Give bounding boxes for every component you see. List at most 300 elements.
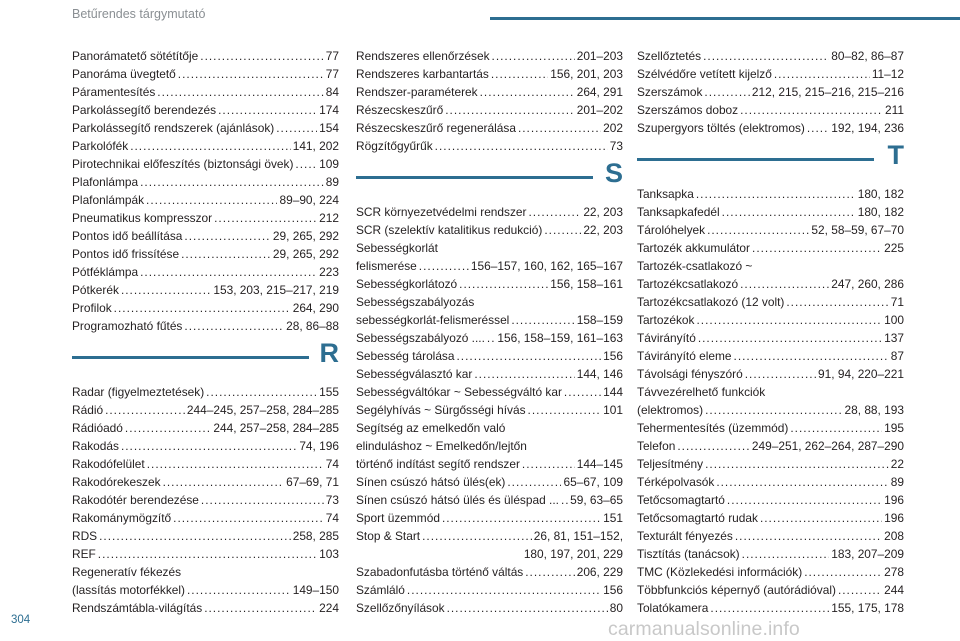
entry-pages: 28, 88, 193 [844, 403, 904, 417]
entry-pages: 77 [325, 49, 339, 63]
entry-row [637, 65, 904, 83]
dot-leader [442, 509, 601, 527]
index-column-1 [72, 47, 339, 617]
index-entry [356, 401, 623, 419]
dot-leader [419, 257, 469, 275]
entry-row [637, 275, 904, 293]
index-entry [72, 209, 339, 227]
entry-pages: 264, 291 [576, 85, 623, 99]
entry-text: Programozható fűtés [72, 319, 183, 333]
index-entry [356, 419, 623, 473]
index-entry [72, 509, 339, 527]
entry-pages: 211 [885, 103, 904, 117]
entry-pages: 67–69, 71 [286, 475, 339, 489]
entry-pages: 80–82, 86–87 [831, 49, 904, 63]
section-header [637, 137, 904, 185]
entry-pages: 158–159 [576, 313, 623, 327]
entry-text: Szupergyors töltés (elektromos) [637, 121, 805, 135]
dot-leader [99, 527, 291, 545]
dot-leader [200, 47, 324, 65]
index-entry [637, 293, 904, 311]
entry-row [356, 65, 623, 83]
entry-text: Sport üzemmód [356, 511, 440, 525]
dot-leader [214, 209, 317, 227]
entry-text: Szabadonfutásba történő váltás [356, 565, 524, 579]
entry-pages: 153, 203, 215–217, 219 [213, 283, 339, 297]
entry-text: Pirotechnikai előfeszítés (biztonsági övek) [72, 157, 294, 171]
dot-leader [140, 263, 317, 281]
dot-leader [786, 293, 888, 311]
index-entry [637, 437, 904, 455]
entry-row [637, 401, 904, 419]
dot-leader [173, 509, 324, 527]
index-entry [72, 137, 339, 155]
entry-row [637, 83, 904, 101]
index-entry [637, 563, 904, 581]
dot-leader [529, 203, 582, 221]
dot-leader [435, 137, 608, 155]
entry-row [72, 245, 339, 263]
dot-leader [184, 317, 284, 335]
index-entry [637, 47, 904, 65]
index-entry [72, 281, 339, 299]
entry-pages: 73 [609, 139, 623, 153]
entry-text: Tartozék akkumulátor [637, 241, 751, 255]
entry-row [72, 137, 339, 155]
dot-leader [727, 491, 882, 509]
index-entry [72, 227, 339, 245]
entry-row [356, 455, 623, 473]
index-entry [637, 101, 904, 119]
index-entry [637, 83, 904, 101]
index-entry [72, 83, 339, 101]
index-entry [356, 293, 623, 329]
dot-leader [697, 311, 883, 329]
entry-row [72, 83, 339, 101]
entry-pages: 100 [884, 313, 904, 327]
entry-pages: 137 [884, 331, 904, 345]
dot-leader [146, 191, 277, 209]
index-entry [637, 221, 904, 239]
dot-leader [130, 137, 291, 155]
entry-pages: 225 [884, 241, 904, 255]
dot-leader [492, 47, 575, 65]
entry-pages: 11–12 [871, 67, 904, 81]
entry-text: Számláló [356, 583, 405, 597]
entry-row [72, 299, 339, 317]
entry-text: Rakománymögzítő [72, 511, 172, 525]
entry-pages: 202 [603, 121, 623, 135]
index-entry [356, 221, 623, 239]
entry-pages: 206, 229 [576, 565, 623, 579]
dot-leader [740, 275, 829, 293]
entry-text: Pótkerék [72, 283, 119, 297]
entry-row [356, 365, 623, 383]
entry-pages: 195 [884, 421, 904, 435]
entry-text: Szélvédőre vetített kijelző [637, 67, 772, 81]
entry-pages: 192, 194, 236 [831, 121, 904, 135]
dot-leader [507, 473, 561, 491]
entry-row [637, 347, 904, 365]
index-entry [72, 119, 339, 137]
dot-leader [491, 65, 548, 83]
dot-leader [760, 509, 882, 527]
entry-pages: 65–67, 109 [563, 475, 623, 489]
index-entry [637, 329, 904, 347]
entry-row [72, 209, 339, 227]
entry-row [637, 239, 904, 257]
entry-row [72, 383, 339, 401]
entry-text: Plafonlámpák [72, 193, 145, 207]
entry-text: Stop & Start [356, 529, 421, 543]
entry-row [72, 47, 339, 65]
dot-leader [677, 437, 750, 455]
entry-text: Távirányító [637, 331, 696, 345]
dot-leader [807, 119, 829, 137]
entry-row [356, 383, 623, 401]
index-entry [72, 563, 339, 599]
entry-pages: 156, 201, 203 [550, 67, 623, 81]
entry-pages: 87 [890, 349, 904, 363]
entry-row [637, 221, 904, 239]
entry-pages: 201–203 [576, 49, 623, 63]
entry-pages: 149–150 [292, 583, 339, 597]
entry-text: Szellőztetés [637, 49, 702, 63]
entry-row [637, 599, 904, 617]
entry-pages: 103 [319, 547, 339, 561]
dot-leader [707, 221, 809, 239]
entry-text: Panoráma üvegtető [72, 67, 176, 81]
entry-pages: 155 [319, 385, 339, 399]
index-column-3 [637, 47, 904, 617]
index-entry [72, 245, 339, 263]
entry-pages: 71 [890, 295, 904, 309]
entry-row [356, 221, 623, 239]
dot-leader [722, 203, 856, 221]
dot-leader [705, 401, 842, 419]
index-entry [72, 383, 339, 401]
entry-text: Radar (figyelmeztetések) [72, 385, 205, 399]
dot-leader [838, 581, 882, 599]
entry-row [637, 509, 904, 527]
entry-text: Rendszeres ellenőrzések [356, 49, 490, 63]
entry-text: Tanksapkafedél [637, 205, 720, 219]
section-header [72, 335, 339, 383]
index-entry [637, 203, 904, 221]
index-entry [72, 473, 339, 491]
entry-row [356, 257, 623, 275]
watermark: carmanualsonline.info [608, 618, 800, 640]
entry-pages: 196 [884, 511, 904, 525]
entry-row [356, 119, 623, 137]
dot-leader [804, 563, 882, 581]
entry-heading: Sebességkorlát [356, 241, 438, 255]
entry-heading: Segítség az emelkedőn való [356, 421, 506, 435]
index-entry [72, 437, 339, 455]
entry-heading: Távvezérelhető funkciók [637, 385, 766, 399]
dot-leader [295, 155, 317, 173]
entry-row [72, 545, 339, 563]
entry-row [356, 275, 623, 293]
dot-leader [487, 329, 495, 347]
entry-pages: 156, 158–161 [550, 277, 623, 291]
dot-leader [459, 275, 548, 293]
index-entry [356, 83, 623, 101]
entry-pages: 264, 290 [292, 301, 339, 315]
entry-pages: 74 [325, 511, 339, 525]
entry-pages: 91, 94, 220–221 [818, 367, 904, 381]
entry-text: Tanksapka [637, 187, 694, 201]
entry-text: Profilok [72, 301, 112, 315]
index-entry [637, 365, 904, 383]
dot-leader [710, 599, 829, 617]
index-column-2 [356, 47, 623, 617]
index-entry [637, 119, 904, 137]
dot-leader [114, 299, 291, 317]
entry-pages: 244–245, 257–258, 284–285 [186, 403, 339, 417]
entry-row [72, 317, 339, 335]
index-entry [356, 101, 623, 119]
entry-pages: 101 [603, 403, 623, 417]
entry-text: Páramentesítés [72, 85, 156, 99]
entry-pages: 89 [890, 475, 904, 489]
index-entry [356, 329, 623, 347]
section-header [356, 155, 623, 203]
index-entry [637, 545, 904, 563]
entry-row [637, 329, 904, 347]
entry-text: Pneumatikus kompresszor [72, 211, 213, 225]
entry-text: Plafonlámpa [72, 175, 139, 189]
entry-pages: 156 [603, 349, 623, 363]
entry-row [637, 119, 904, 137]
index-entry [637, 491, 904, 509]
entry-text: Rakodótér berendezése [72, 493, 199, 507]
index-entry [72, 317, 339, 335]
entry-text: Többfunkciós képernyő (autórádióval) [637, 583, 836, 597]
entry-text: Sebességkorlátozó [356, 277, 458, 291]
entry-row [637, 581, 904, 599]
entry-row [72, 581, 339, 599]
entry-row [356, 101, 623, 119]
entry-row [356, 581, 623, 599]
dot-leader [121, 281, 211, 299]
section-rule [356, 176, 593, 179]
entry-text: Rendszeres karbantartás [356, 67, 489, 81]
dot-leader [544, 221, 581, 239]
entry-row [72, 191, 339, 209]
index-entry [72, 545, 339, 563]
dot-leader [218, 101, 317, 119]
entry-text: történő indítást segítő rendszer [356, 457, 520, 471]
entry-pages: 223 [319, 265, 339, 279]
entry-pages: 26, 81, 151–152, [533, 529, 623, 543]
dot-leader [752, 239, 882, 257]
dot-leader [181, 245, 271, 263]
entry-pages: 74, 196 [299, 439, 339, 453]
dot-leader [528, 401, 602, 419]
entry-pages: 174 [319, 103, 339, 117]
entry-text: Szerszámos doboz [637, 103, 739, 117]
entry-row [72, 173, 339, 191]
entry-text: felismerése [356, 259, 417, 273]
entry-pages: 84 [325, 85, 339, 99]
entry-row [356, 509, 623, 527]
entry-pages: 151 [603, 511, 623, 525]
index-entry [72, 527, 339, 545]
dot-leader [716, 473, 888, 491]
entry-row [72, 419, 339, 437]
entry-row [356, 563, 623, 581]
entry-row [72, 599, 339, 617]
index-entry [356, 509, 623, 527]
entry-text: Rakodórekeszek [72, 475, 161, 489]
dot-leader [125, 419, 211, 437]
entry-row [637, 437, 904, 455]
entry-row [72, 437, 339, 455]
index-entry [356, 473, 623, 491]
entry-text: Panorámatető sötétítője [72, 49, 199, 63]
dot-leader [206, 383, 317, 401]
entry-pages: 183, 207–209 [831, 547, 904, 561]
entry-pages: 244 [884, 583, 904, 597]
dot-leader [742, 545, 830, 563]
index-entry [72, 65, 339, 83]
entry-text: Telefon [637, 439, 676, 453]
entry-text: Távolsági fényszóró [637, 367, 743, 381]
entry-pages: 109 [319, 157, 339, 171]
index-entry [356, 119, 623, 137]
entry-text: Szellőzőnyílások [356, 601, 445, 615]
entry-row [356, 137, 623, 155]
dot-leader [740, 101, 883, 119]
index-entry [356, 491, 623, 509]
entry-text: Részecskeszűrő regenerálása [356, 121, 516, 135]
entry-row [72, 401, 339, 419]
index-entry [72, 101, 339, 119]
index-entry [72, 191, 339, 209]
index-entry [637, 65, 904, 83]
index-entry [356, 347, 623, 365]
entry-text: Tárolóhelyek [637, 223, 706, 237]
entry-pages: 80 [609, 601, 623, 615]
index-entry [356, 527, 623, 563]
index-entry [356, 563, 623, 581]
dot-leader [447, 599, 608, 617]
index-entry [637, 257, 904, 293]
dot-leader [98, 545, 317, 563]
index-entry [637, 455, 904, 473]
entry-pages: 278 [884, 565, 904, 579]
entry-pages: 59, 63–65 [570, 493, 623, 507]
entry-row [637, 563, 904, 581]
entry-row [72, 65, 339, 83]
entry-text: Tetőcsomagtartó [637, 493, 725, 507]
entry-pages: 201–202 [576, 103, 623, 117]
dot-leader [698, 329, 882, 347]
index-entry [356, 365, 623, 383]
entry-row [637, 311, 904, 329]
entry-text: Tartozékcsatlakozó [637, 277, 739, 291]
index-entry [72, 599, 339, 617]
index-entry [72, 401, 339, 419]
entry-text: Parkolássegítő rendszerek (ajánlások) [72, 121, 275, 135]
entry-pages: 89–90, 224 [279, 193, 339, 207]
index-entry [637, 311, 904, 329]
section-letter: S [604, 158, 623, 188]
index-entry [637, 383, 904, 419]
index-entry [72, 491, 339, 509]
index-entry [72, 263, 339, 281]
entry-pages: 22, 203 [583, 205, 623, 219]
entry-row [637, 527, 904, 545]
entry-text: Sínen csúszó hátsó ülés(ek) [356, 475, 506, 489]
entry-text: TMC (Közlekedési információk) [637, 565, 803, 579]
dot-leader [522, 455, 575, 473]
dot-leader [774, 65, 870, 83]
entry-text: Pótféklámpa [72, 265, 139, 279]
dot-leader [511, 311, 574, 329]
dot-leader [696, 185, 856, 203]
entry-heading: Sebességszabályozás [356, 295, 475, 309]
entry-text: Rakodófelület [72, 457, 145, 471]
entry-row [637, 185, 904, 203]
dot-leader [457, 347, 602, 365]
entry-pages: 29, 265, 292 [272, 247, 339, 261]
index-entry [637, 509, 904, 527]
entry-text: REF [72, 547, 96, 561]
entry-pages: 224 [319, 601, 339, 615]
running-header: Betűrendes tárgymutató [72, 7, 206, 21]
entry-row [72, 491, 339, 509]
index-entry [356, 581, 623, 599]
entry-text: Texturált fényezés [637, 529, 733, 543]
entry-pages: 196 [884, 493, 904, 507]
entry-text: Rádió [72, 403, 104, 417]
index-entry [637, 473, 904, 491]
dot-leader [518, 119, 601, 137]
entry-row [356, 401, 623, 419]
index-entry [356, 383, 623, 401]
entry-text: Sínen csúszó hátsó ülés és üléspad ... [356, 493, 559, 507]
entry-pages: 244, 257–258, 284–285 [213, 421, 339, 435]
entry-text: Teljesítmény [637, 457, 704, 471]
dot-leader [407, 581, 601, 599]
entry-row [72, 455, 339, 473]
dot-leader [564, 383, 601, 401]
index-entry [356, 239, 623, 275]
entry-row [356, 347, 623, 365]
entry-pages: 180, 182 [857, 187, 904, 201]
entry-row [637, 419, 904, 437]
entry-pages: 180, 182 [857, 205, 904, 219]
entry-text: Tehermentesítés (üzemmód) [637, 421, 789, 435]
entry-text: Tisztítás (tanácsok) [637, 547, 740, 561]
page-number: 304 [11, 614, 31, 626]
entry-row [637, 545, 904, 563]
index-entry [72, 173, 339, 191]
index-entry [637, 527, 904, 545]
entry-row [637, 101, 904, 119]
entry-row [356, 83, 623, 101]
entry-pages: 212, 215, 215–216, 215–216 [751, 85, 904, 99]
dot-leader [105, 401, 185, 419]
entry-text: Sebesség tárolása [356, 349, 455, 363]
entry-pages: 247, 260, 286 [831, 277, 904, 291]
entry-pages: 73 [325, 493, 339, 507]
entry-text: RDS [72, 529, 98, 543]
entry-row [356, 599, 623, 617]
entry-text: Rakodás [72, 439, 119, 453]
